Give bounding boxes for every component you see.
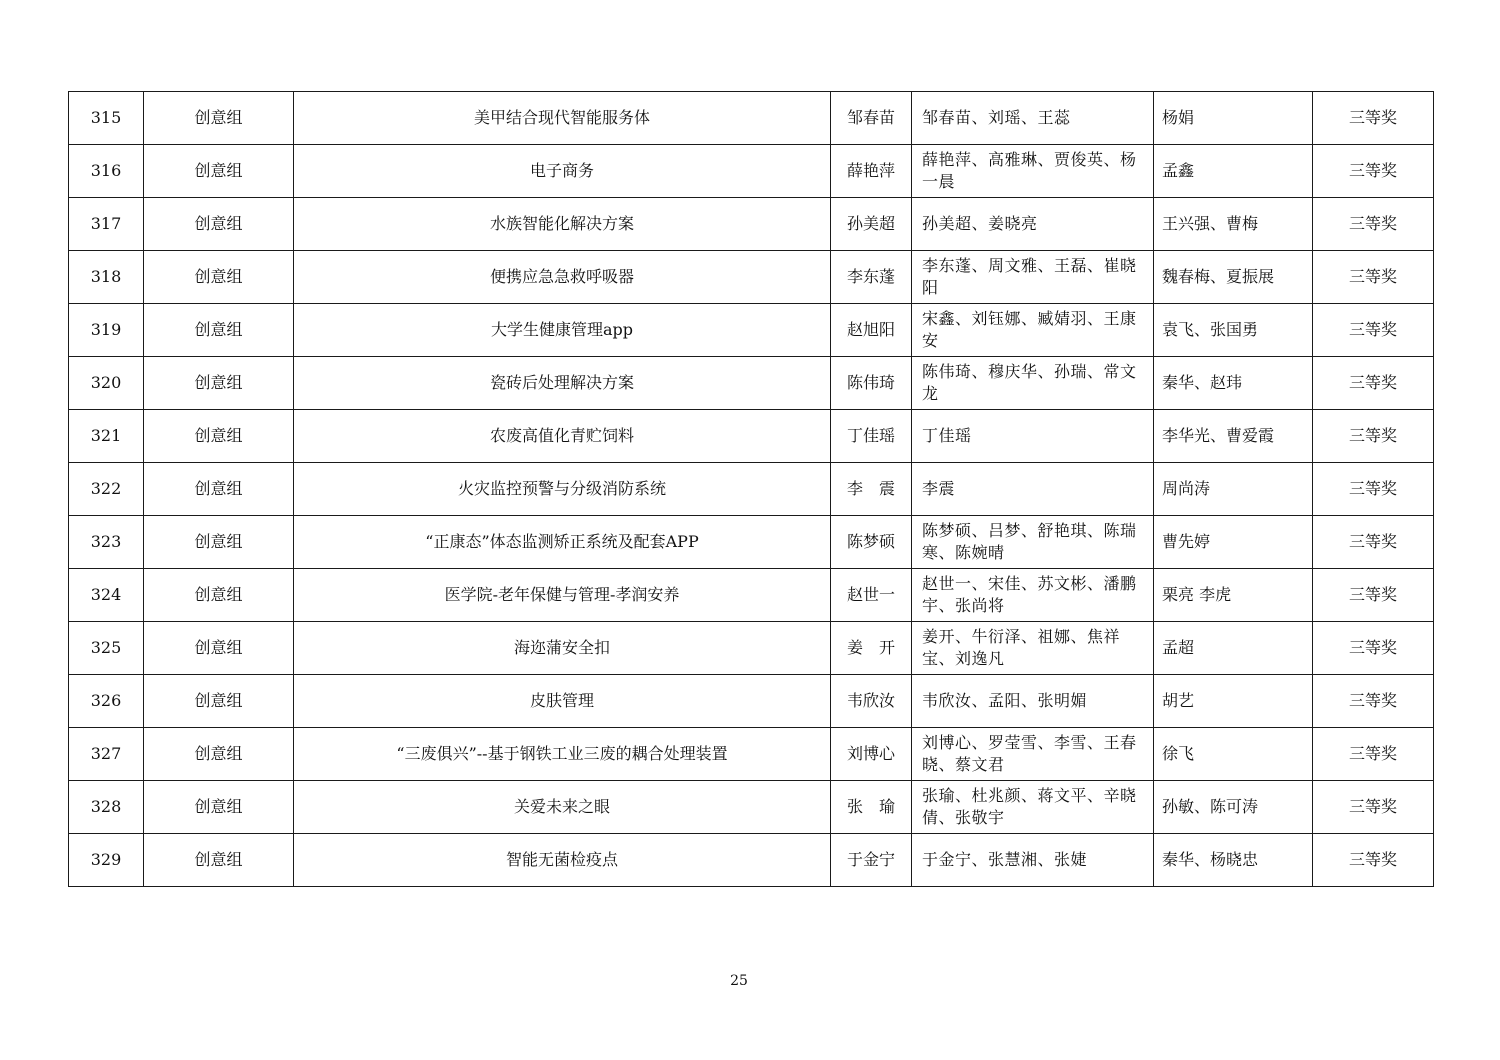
award-level: 三等奖 xyxy=(1313,145,1434,198)
table-row xyxy=(69,145,1434,198)
advisor: 周尚涛 xyxy=(1154,463,1313,516)
award-level: 三等奖 xyxy=(1313,728,1434,781)
team-members: 于金宁、张慧湘、张婕 xyxy=(912,834,1154,887)
page-number: 25 xyxy=(730,973,748,989)
award-level: 三等奖 xyxy=(1313,251,1434,304)
table-row xyxy=(69,834,1434,887)
group-name: 创意组 xyxy=(144,357,294,410)
team-members: 赵世一、宋佳、苏文彬、潘鹏宇、张尚将 xyxy=(912,569,1154,622)
award-level: 三等奖 xyxy=(1313,410,1434,463)
group-name: 创意组 xyxy=(144,516,294,569)
team-leader: 姜 开 xyxy=(831,622,912,675)
project-name: 美甲结合现代智能服务体 xyxy=(294,92,831,145)
serial-number: 328 xyxy=(69,781,144,834)
group-name: 创意组 xyxy=(144,569,294,622)
table-row xyxy=(69,675,1434,728)
project-name: 皮肤管理 xyxy=(294,675,831,728)
project-name: 瓷砖后处理解决方案 xyxy=(294,357,831,410)
advisor: 秦华、杨晓忠 xyxy=(1154,834,1313,887)
team-leader: 丁佳瑶 xyxy=(831,410,912,463)
team-leader: 赵世一 xyxy=(831,569,912,622)
serial-number: 321 xyxy=(69,410,144,463)
group-name: 创意组 xyxy=(144,728,294,781)
team-leader: 于金宁 xyxy=(831,834,912,887)
project-name: 智能无菌检疫点 xyxy=(294,834,831,887)
group-name: 创意组 xyxy=(144,463,294,516)
project-name: 农废高值化青贮饲料 xyxy=(294,410,831,463)
serial-number: 316 xyxy=(69,145,144,198)
award-level: 三等奖 xyxy=(1313,463,1434,516)
table-row xyxy=(69,622,1434,675)
group-name: 创意组 xyxy=(144,834,294,887)
award-level: 三等奖 xyxy=(1313,569,1434,622)
team-members: 韦欣汝、孟阳、张明媚 xyxy=(912,675,1154,728)
team-members: 宋鑫、刘钰娜、臧婧羽、王康安 xyxy=(912,304,1154,357)
award-level: 三等奖 xyxy=(1313,198,1434,251)
project-name: “三废俱兴”--基于钢铁工业三废的耦合处理装置 xyxy=(294,728,831,781)
advisor: 秦华、赵玮 xyxy=(1154,357,1313,410)
award-level: 三等奖 xyxy=(1313,304,1434,357)
award-table xyxy=(68,91,1434,887)
award-level: 三等奖 xyxy=(1313,834,1434,887)
team-members: 张瑜、杜兆颜、蒋文平、辛晓倩、张敬宇 xyxy=(912,781,1154,834)
table-row xyxy=(69,251,1434,304)
team-leader: 孙美超 xyxy=(831,198,912,251)
advisor: 徐飞 xyxy=(1154,728,1313,781)
group-name: 创意组 xyxy=(144,410,294,463)
project-name: 大学生健康管理app xyxy=(294,304,831,357)
serial-number: 329 xyxy=(69,834,144,887)
serial-number: 320 xyxy=(69,357,144,410)
award-level: 三等奖 xyxy=(1313,675,1434,728)
group-name: 创意组 xyxy=(144,622,294,675)
project-name: 水族智能化解决方案 xyxy=(294,198,831,251)
award-level: 三等奖 xyxy=(1313,357,1434,410)
table-row xyxy=(69,357,1434,410)
team-members: 李震 xyxy=(912,463,1154,516)
advisor: 杨娟 xyxy=(1154,92,1313,145)
table-row xyxy=(69,516,1434,569)
award-level: 三等奖 xyxy=(1313,622,1434,675)
serial-number: 326 xyxy=(69,675,144,728)
table-row xyxy=(69,304,1434,357)
group-name: 创意组 xyxy=(144,145,294,198)
team-leader: 薛艳萍 xyxy=(831,145,912,198)
team-members: 孙美超、姜晓亮 xyxy=(912,198,1154,251)
serial-number: 324 xyxy=(69,569,144,622)
table-row xyxy=(69,92,1434,145)
team-leader: 刘博心 xyxy=(831,728,912,781)
project-name: 电子商务 xyxy=(294,145,831,198)
group-name: 创意组 xyxy=(144,781,294,834)
project-name: 海迩蒲安全扣 xyxy=(294,622,831,675)
advisor: 胡艺 xyxy=(1154,675,1313,728)
project-name: “正康态”体态监测矫正系统及配套APP xyxy=(294,516,831,569)
serial-number: 325 xyxy=(69,622,144,675)
project-name: 便携应急急救呼吸器 xyxy=(294,251,831,304)
award-level: 三等奖 xyxy=(1313,781,1434,834)
table-row xyxy=(69,410,1434,463)
advisor: 李华光、曹爱霞 xyxy=(1154,410,1313,463)
project-name: 火灾监控预警与分级消防系统 xyxy=(294,463,831,516)
team-members: 邹春苗、刘瑶、王蕊 xyxy=(912,92,1154,145)
team-leader: 李 震 xyxy=(831,463,912,516)
team-leader: 陈梦硕 xyxy=(831,516,912,569)
team-members: 丁佳瑶 xyxy=(912,410,1154,463)
team-leader: 邹春苗 xyxy=(831,92,912,145)
serial-number: 315 xyxy=(69,92,144,145)
table-row xyxy=(69,198,1434,251)
advisor: 魏春梅、夏振展 xyxy=(1154,251,1313,304)
table-row xyxy=(69,781,1434,834)
team-leader: 韦欣汝 xyxy=(831,675,912,728)
team-members: 姜开、牛衍泽、祖娜、焦祥宝、刘逸凡 xyxy=(912,622,1154,675)
project-name: 关爱未来之眼 xyxy=(294,781,831,834)
project-name: 医学院-老年保健与管理-孝润安养 xyxy=(294,569,831,622)
team-leader: 李东蓬 xyxy=(831,251,912,304)
serial-number: 323 xyxy=(69,516,144,569)
advisor: 王兴强、曹梅 xyxy=(1154,198,1313,251)
table-row xyxy=(69,463,1434,516)
advisor: 孟超 xyxy=(1154,622,1313,675)
team-members: 薛艳萍、高雅琳、贾俊英、杨一晨 xyxy=(912,145,1154,198)
table-row xyxy=(69,569,1434,622)
serial-number: 317 xyxy=(69,198,144,251)
team-members: 陈梦硕、吕梦、舒艳琪、陈瑞寒、陈婉晴 xyxy=(912,516,1154,569)
advisor: 栗亮 李虎 xyxy=(1154,569,1313,622)
advisor: 孟鑫 xyxy=(1154,145,1313,198)
serial-number: 327 xyxy=(69,728,144,781)
group-name: 创意组 xyxy=(144,304,294,357)
team-leader: 赵旭阳 xyxy=(831,304,912,357)
team-leader: 张 瑜 xyxy=(831,781,912,834)
group-name: 创意组 xyxy=(144,675,294,728)
advisor: 袁飞、张国勇 xyxy=(1154,304,1313,357)
serial-number: 319 xyxy=(69,304,144,357)
team-members: 刘博心、罗莹雪、李雪、王春晓、蔡文君 xyxy=(912,728,1154,781)
group-name: 创意组 xyxy=(144,92,294,145)
team-members: 陈伟琦、穆庆华、孙瑞、常文龙 xyxy=(912,357,1154,410)
advisor: 曹先婷 xyxy=(1154,516,1313,569)
serial-number: 322 xyxy=(69,463,144,516)
serial-number: 318 xyxy=(69,251,144,304)
advisor: 孙敏、陈可涛 xyxy=(1154,781,1313,834)
group-name: 创意组 xyxy=(144,251,294,304)
award-level: 三等奖 xyxy=(1313,92,1434,145)
award-level: 三等奖 xyxy=(1313,516,1434,569)
team-leader: 陈伟琦 xyxy=(831,357,912,410)
team-members: 李东蓬、周文雅、王磊、崔晓阳 xyxy=(912,251,1154,304)
table-row xyxy=(69,728,1434,781)
group-name: 创意组 xyxy=(144,198,294,251)
table-body xyxy=(69,92,1434,887)
